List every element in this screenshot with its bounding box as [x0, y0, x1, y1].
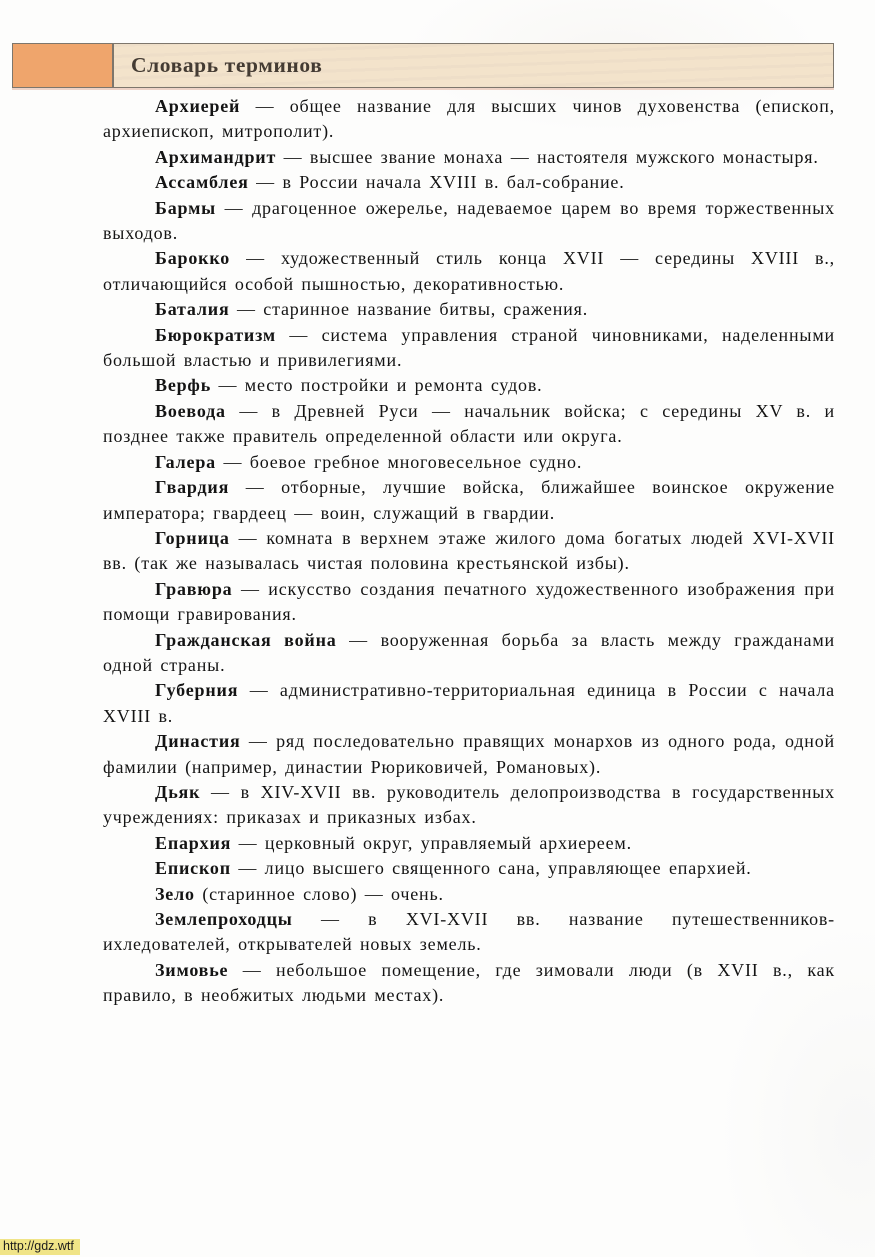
glossary-term: Дьяк — [155, 781, 201, 802]
glossary-term: Гражданская война — [155, 629, 337, 650]
glossary-entry — [103, 780, 835, 831]
glossary-term: Епархия — [155, 832, 232, 853]
glossary-definition: — высшее звание монаха — настоятеля мужского монастыря. — [283, 146, 819, 167]
glossary-entry — [103, 94, 835, 145]
glossary-term: Землепроходцы — [155, 909, 293, 929]
glossary-entry — [103, 246, 835, 297]
glossary-definition: — в Древней Руси — начальник войска; с середины XV в. и позднее также правитель определенной области или округа. — [103, 400, 835, 447]
glossary-term: Ассамблея — [155, 172, 249, 193]
glossary-entry — [103, 831, 835, 856]
glossary-definition: — отборные, лучшие войска, ближайшее воинское окружение императора; гвардеец — воин, служащий в гвардии. — [103, 477, 835, 523]
glossary-entry — [103, 526, 835, 577]
glossary-term: Верфь — [155, 375, 212, 396]
glossary-definition: — общее название для высших чинов духовенства (епископ, архиепископ, митрополит). — [103, 96, 835, 142]
glossary-definition: (старинное слово) — очень. — [202, 883, 444, 904]
glossary-definition: — лицо высшего священного сана, управляющее епархией. — [238, 858, 752, 879]
glossary-definition: — комната в верхнем этаже жилого дома богатых людей XVI-XVII вв. (так же называлась чистая половина крестьянской избы). — [103, 527, 835, 574]
page-title: Словарь терминов — [131, 53, 323, 77]
glossary-term: Бармы — [155, 197, 217, 218]
glossary-term: Баталия — [155, 299, 230, 320]
glossary-definition: — ряд последовательно правящих монархов из одного рода, одной фамилии (например, династии Рюриковичей, Романовых). — [103, 731, 835, 777]
glossary-definition: — вооруженная борьба за власть между гражданами одной страны. — [103, 629, 835, 675]
glossary-term: Галера — [155, 451, 216, 472]
glossary-entry — [103, 678, 835, 729]
glossary-definition: — старинное название битвы, сражения. — [237, 299, 589, 320]
glossary-term: Гравюра — [155, 578, 233, 599]
glossary-entry — [103, 170, 835, 195]
watermark-url[interactable]: http://gdz.wtf — [0, 1239, 80, 1255]
glossary-term: Династия — [155, 731, 241, 752]
glossary-definition: — церковный округ, управляемый архиереем. — [238, 832, 632, 853]
glossary-entry — [103, 577, 835, 628]
glossary-entry — [103, 450, 835, 475]
glossary-entry — [103, 628, 835, 679]
glossary-definition: — в XVI-XVII вв. название путешественников-ихледователей, открывателей новых земель. — [103, 909, 835, 955]
glossary-term: Барокко — [155, 248, 231, 269]
glossary-entry — [103, 297, 835, 322]
header-orange-block — [13, 44, 114, 87]
glossary-definition: — боевое гребное многовесельное судно. — [223, 451, 583, 472]
glossary-definition: — искусство создания печатного художественного изображения при помощи гравирования. — [103, 578, 835, 625]
glossary-entry — [103, 323, 835, 374]
glossary-term: Бюрократизм — [155, 324, 276, 345]
glossary-entry — [103, 882, 835, 907]
glossary-list — [103, 94, 835, 1009]
glossary-term: Архимандрит — [155, 146, 277, 167]
glossary-term: Губерния — [155, 680, 239, 701]
glossary-term: Зимовье — [155, 959, 229, 980]
glossary-term: Зело — [155, 883, 195, 904]
glossary-term: Архиерей — [155, 96, 241, 116]
glossary-entry — [103, 856, 835, 881]
glossary-definition: — система управления страной чиновниками, наделенными большой властью и привилегиями. — [103, 324, 835, 371]
glossary-entry — [103, 399, 835, 450]
glossary-entry — [103, 196, 835, 247]
glossary-entry — [103, 373, 835, 398]
glossary-definition: — небольшое помещение, где зимовали люди (в XVII в., как правило, в необжитых людьми местах). — [103, 959, 835, 1006]
glossary-definition: — административно-территориальная единица в России с начала XVIII в. — [103, 680, 835, 726]
glossary-entry — [103, 145, 835, 170]
glossary-entry — [103, 958, 835, 1009]
glossary-definition: — место постройки и ремонта судов. — [218, 375, 543, 396]
glossary-definition: — драгоценное ожерелье, надеваемое царем во время торжественных выходов. — [103, 197, 835, 244]
glossary-entry — [103, 907, 835, 958]
glossary-term: Епископ — [155, 858, 231, 879]
glossary-definition: — в XIV-XVII вв. руководитель делопроизводства в государственных учреждениях: приказах и приказных избах. — [103, 781, 835, 828]
glossary-definition: — в России начала XVIII в. бал-собрание. — [256, 172, 625, 193]
glossary-definition: — художественный стиль конца XVII — середины XVIII в., отличающийся особой пышностью, декоративностью. — [103, 248, 835, 294]
section-header — [12, 43, 834, 88]
glossary-entry — [103, 729, 835, 780]
header-title-bar — [114, 44, 833, 87]
glossary-term: Гвардия — [155, 477, 230, 498]
glossary-entry — [103, 475, 835, 526]
glossary-term: Горница — [155, 527, 230, 548]
glossary-term: Воевода — [155, 400, 226, 421]
